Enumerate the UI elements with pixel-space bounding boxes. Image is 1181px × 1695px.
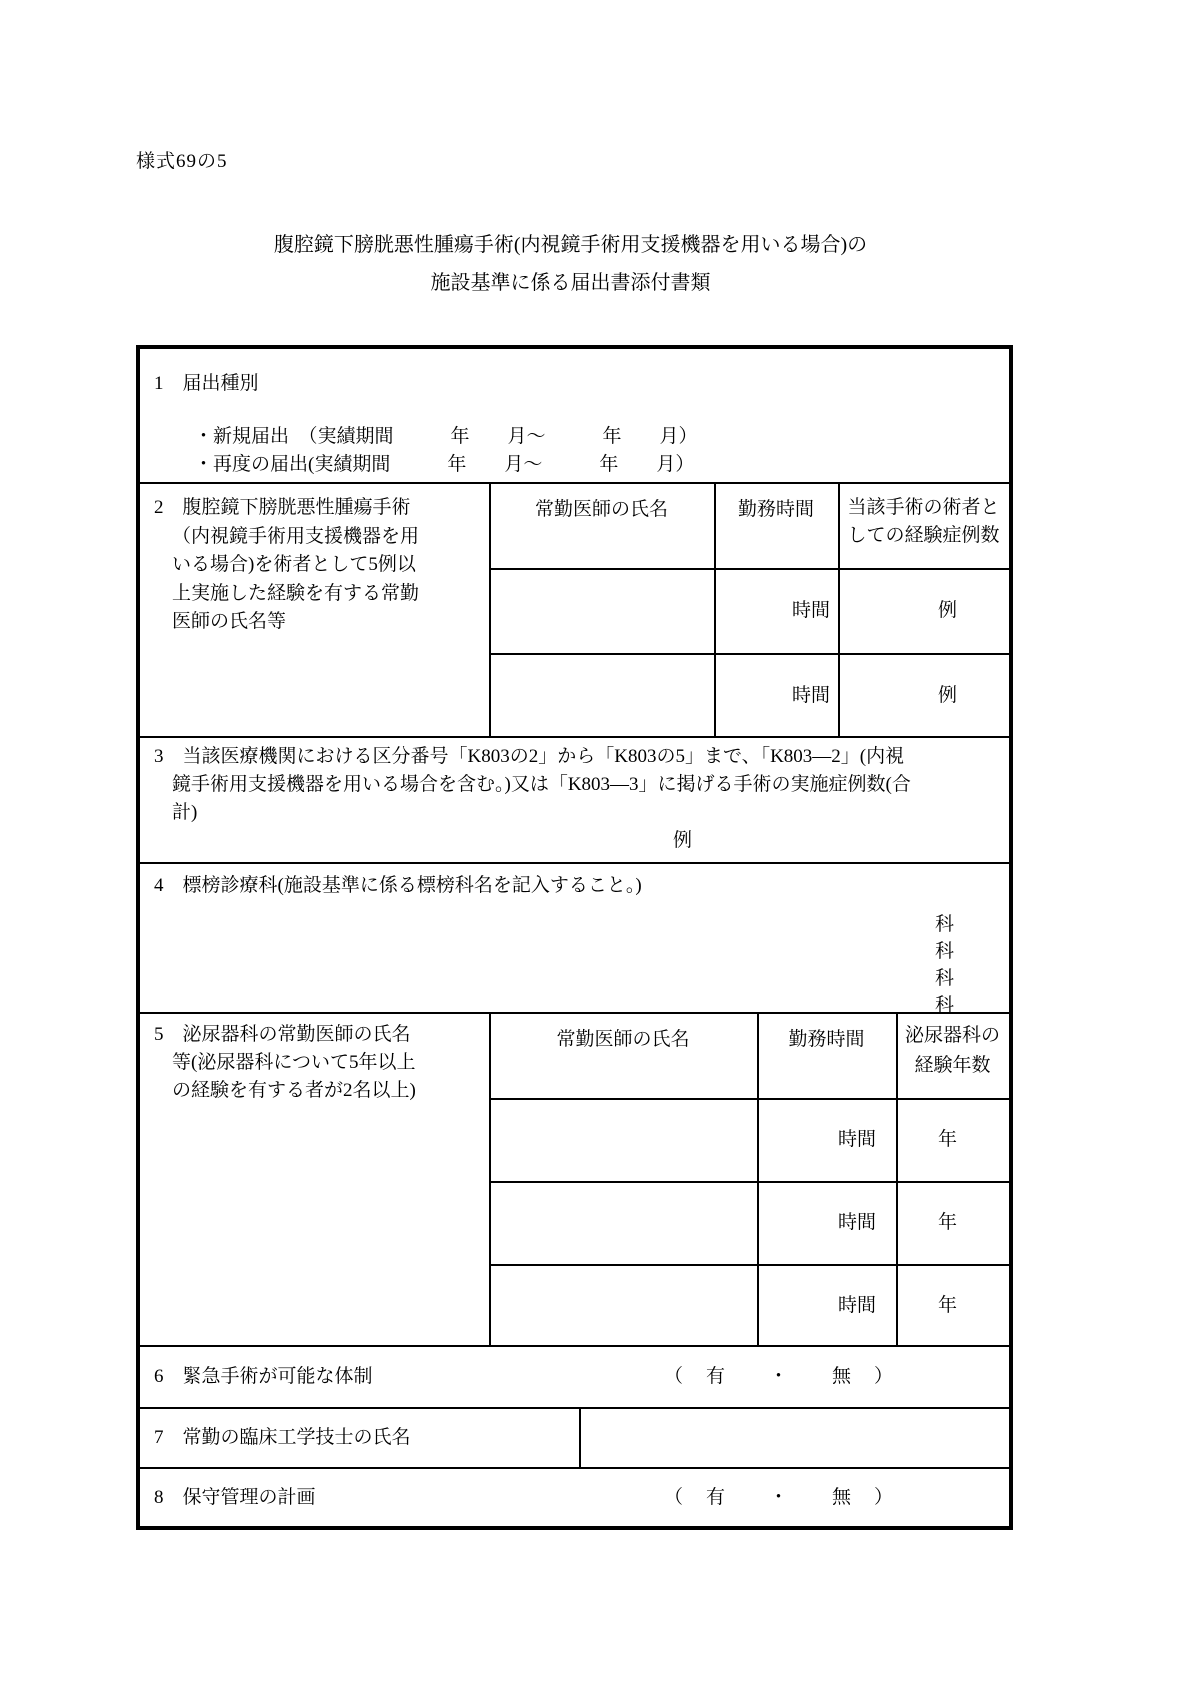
section-6-emergency-surgery [140, 1345, 1009, 1407]
col-header-urology-experience-line2: 経験年数 [914, 1055, 991, 1076]
total-cases-unit: 例 [673, 830, 693, 851]
col-header-working-hours: 勤務時間 [737, 499, 814, 520]
col-header-urology-experience-line1: 泌尿器科の [904, 1025, 1000, 1046]
section-7-label: 7 常勤の臨床工学技士の氏名 [154, 1427, 411, 1449]
doctor-name-input[interactable] [489, 1264, 757, 1347]
section-2-label: 2 腹腔鏡下膀胱悪性腫瘍手術 （内視鏡手術用支援機器を用 いる場合)を術者として5例以 上実施した経験を有する常勤 医師の氏名等 [154, 497, 420, 632]
hours-unit: 時間 [791, 684, 830, 706]
section-5-urology-table [140, 1012, 1009, 1345]
hours-unit: 時間 [837, 1211, 876, 1233]
document-title [136, 226, 1005, 302]
doctor-name-input[interactable] [489, 568, 714, 653]
option-repeat-notification[interactable]: ・再度の届出(実績期間 年 月～ 年 月） [194, 454, 695, 475]
col-header-doctor-name: 常勤医師の氏名 [534, 499, 668, 520]
section-4-departments [140, 862, 1009, 1016]
hours-unit: 時間 [837, 1294, 876, 1316]
years-unit: 年 [937, 1128, 957, 1150]
title-line-2: 施設基準に係る届出書添付書類 [430, 272, 711, 294]
hours-unit: 時間 [837, 1128, 876, 1150]
doctor-name-input[interactable] [489, 653, 714, 738]
years-unit: 年 [937, 1211, 957, 1233]
section-8-maintenance-plan [140, 1467, 1009, 1526]
department-unit: 科 [934, 995, 954, 1016]
cases-unit: 例 [937, 599, 957, 621]
form-table [136, 345, 1013, 1530]
yes-no-choice[interactable]: （ 有 ・ 無 ） [664, 1486, 896, 1508]
engineer-name-input[interactable] [581, 1409, 1009, 1469]
department-unit: 科 [934, 941, 954, 962]
hours-unit: 時間 [791, 599, 830, 621]
col-header-case-experience-line1: 当該手術の術者と [847, 497, 1000, 518]
section-1-notification-type [140, 349, 1009, 482]
col-header-urology-experience [896, 1014, 1009, 1098]
years-unit: 年 [937, 1294, 957, 1316]
section-1-heading: 1 届出種別 [154, 373, 259, 394]
department-unit: 科 [934, 968, 954, 989]
title-line-1: 腹腔鏡下膀胱悪性腫瘍手術(内視鏡手術用支援機器を用いる場合)の [273, 234, 868, 256]
department-unit: 科 [934, 914, 954, 935]
section-3-total-cases [140, 736, 1009, 862]
col-header-case-experience-line2: しての経験症例数 [847, 525, 1000, 546]
option-new-notification[interactable]: ・新規届出 （実績期間 年 月～ 年 月） [194, 426, 698, 447]
section-6-label: 6 緊急手術が可能な体制 [154, 1366, 373, 1388]
col-header-working-hours: 勤務時間 [788, 1029, 865, 1050]
col-header-case-experience [838, 484, 1009, 568]
col-header-doctor-name: 常勤医師の氏名 [556, 1029, 690, 1050]
cases-unit: 例 [937, 684, 957, 706]
section-2-surgeon-table [140, 482, 1009, 736]
section-3-text: 3 当該医療機関における区分番号「K803の2」から「K803の5」まで、「K803―2」(内視 鏡手術用支援機器を用いる場合を含む。)又は「K803―3」に掲げる手術の実施症例数(合 計) 例 [140, 738, 1009, 855]
department-fill-in-lines[interactable] [935, 911, 1009, 1019]
yes-no-choice[interactable]: （ 有 ・ 無 ） [664, 1366, 896, 1388]
form-number: 様式69の5 [136, 151, 228, 172]
section-7-clinical-engineer [140, 1407, 1009, 1467]
section-4-heading: 4 標榜診療科(施設基準に係る標榜科名を記入すること。) [154, 875, 642, 896]
doctor-name-input[interactable] [489, 1098, 757, 1181]
section-8-label: 8 保守管理の計画 [154, 1486, 316, 1508]
section-5-label: 5 泌尿器科の常勤医師の氏名 等(泌尿器科について5年以上 の経験を有する者が2名以上) [154, 1024, 416, 1101]
doctor-name-input[interactable] [489, 1181, 757, 1264]
